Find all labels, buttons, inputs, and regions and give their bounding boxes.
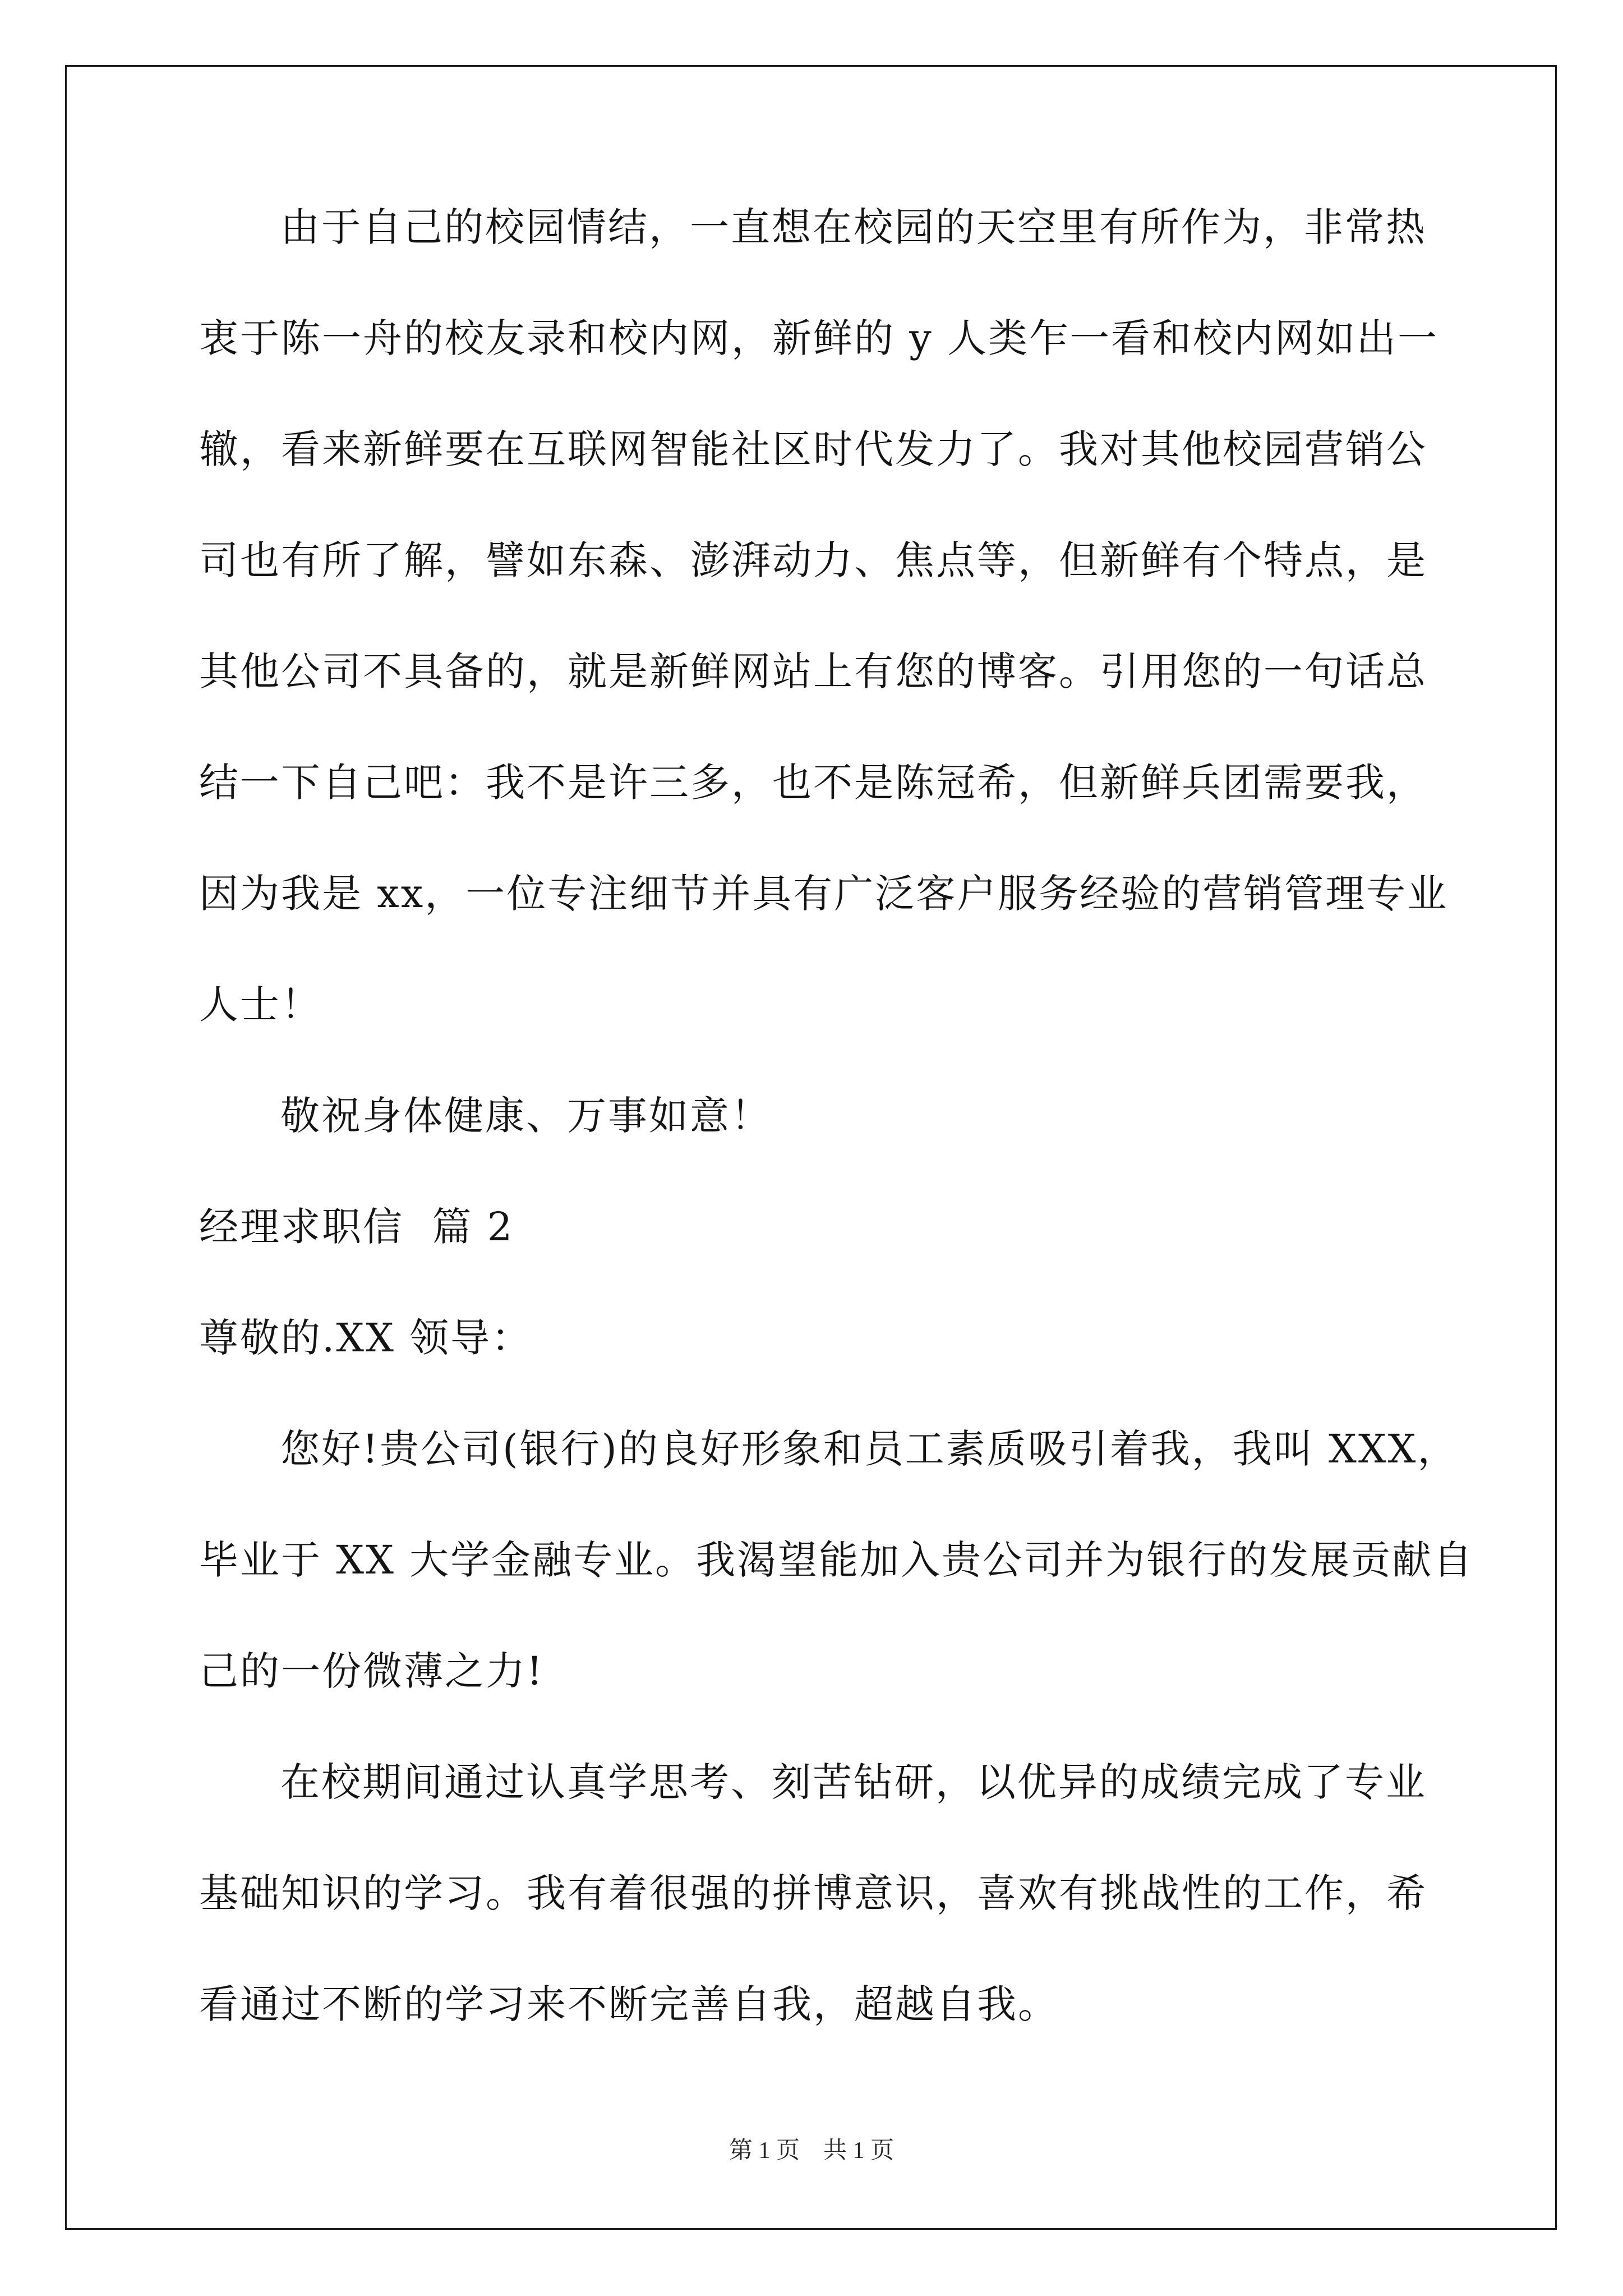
paragraph-line: 衷于陈一舟的校友录和校内网，新鲜的 y 人类乍一看和校内网如出一 — [199, 315, 1439, 361]
paragraph-line: 司也有所了解，譬如东森、澎湃动力、焦点等，但新鲜有个特点，是 — [199, 537, 1427, 583]
page-number-footer: 第 1 页 共 1 页 — [728, 2138, 894, 2164]
salutation: 尊敬的.XX 领导： — [199, 1315, 533, 1361]
paragraph-line: 您好!贵公司(银行)的良好形象和员工素质吸引着我，我叫 XXX， — [280, 1426, 1459, 1472]
closing-wish: 敬祝身体健康、万事如意！ — [280, 1093, 772, 1139]
section-heading: 经理求职信 篇 2 — [199, 1204, 514, 1250]
paragraph-line: 基础知识的学习。我有着很强的拼博意识，喜欢有挑战性的工作，希 — [199, 1870, 1427, 1916]
paragraph-line: 看通过不断的学习来不断完善自我，超越自我。 — [199, 1981, 1059, 2027]
paragraph-line: 由于自己的校园情结，一直想在校园的天空里有所作为，非常热 — [280, 204, 1427, 250]
paragraph-line: 毕业于 XX 大学金融专业。我渴望能加入贵公司并为银行的发展贡献自 — [199, 1537, 1474, 1583]
paragraph-line: 辙，看来新鲜要在互联网智能社区时代发力了。我对其他校园营销公 — [199, 426, 1427, 472]
paragraph-line: 因为我是 xx，一位专注细节并具有广泛客户服务经验的营销管理专业 — [199, 871, 1449, 917]
paragraph-line: 人士！ — [199, 982, 322, 1028]
paragraph-line: 己的一份微薄之力! — [199, 1648, 545, 1694]
paragraph-line: 在校期间通过认真学思考、刻苦钻研，以优异的成绩完成了专业 — [280, 1759, 1427, 1805]
paragraph-line: 其他公司不具备的，就是新鲜网站上有您的博客。引用您的一句话总 — [199, 648, 1427, 694]
paragraph-line: 结一下自己吧：我不是许三多，也不是陈冠希，但新鲜兵团需要我， — [199, 760, 1427, 806]
